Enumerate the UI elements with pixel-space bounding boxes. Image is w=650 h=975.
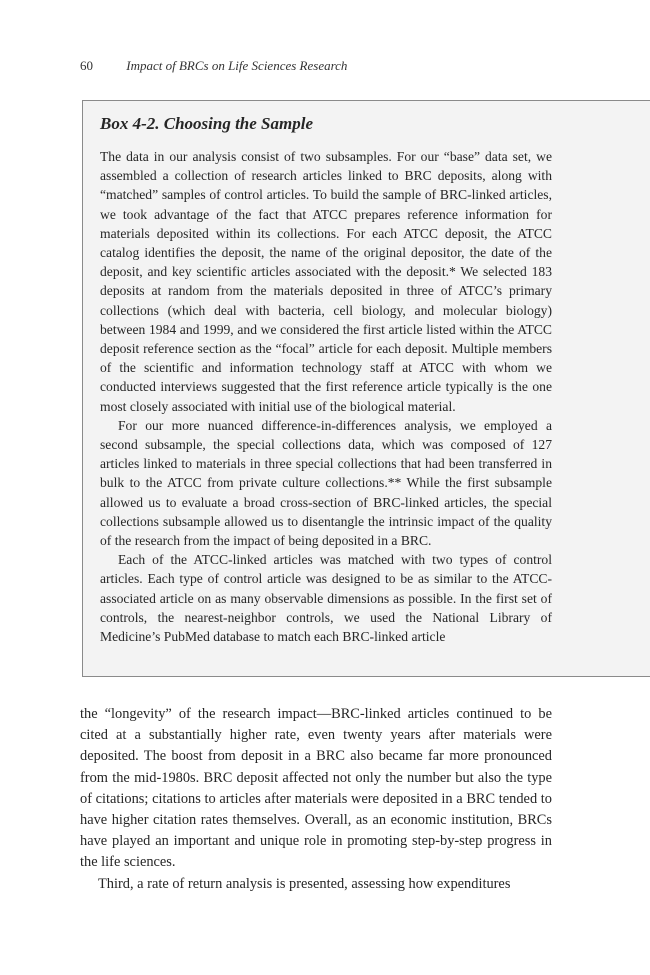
running-head [80,58,347,74]
box-title: Box 4-2. Choosing the Sample [100,114,314,133]
body-text [80,704,552,892]
body-paragraph: Third, a rate of return analysis is presented, assessing how expenditures [98,875,511,892]
box-paragraph: The data in our analysis consist of two subsamples. For our “base” data set, we assembled a collection of research articles linked to BRC deposits, along with “matched” samples of control articles. To build the sample of BRC-linked articles, we took advantage of the fact that ATCC prepares reference information for materials deposited within its collections. For each ATCC deposit, the ATCC catalog identifies the deposit, the name of the original depositor, the date of the deposit, and key scientific articles associated with the deposit.* We selected 183 deposits at random from the materials deposited in three of ATCC’s primary collections (which deal with bacteria, cell biology, and molecular biology) between 1984 and 1999, and we considered the first article listed within the ATCC deposit reference section as the “focal” article for each deposit. Multiple members of the scientific and information technology staff at ATCC with whom we conducted interviews suggested that the first reference article typically is the one most closely associated with initial use of the biological material. [100,149,552,414]
box-text [100,147,552,646]
box-paragraph: Each of the ATCC-linked articles was matched with two types of control articles. Each type of control article was designed to be as similar to the ATCC-associated article on as many observable dimensions as possible. In the first set of controls, the nearest-neighbor controls, we used the National Library of Medicine’s PubMed database to match each BRC-linked article [100,552,552,645]
box-paragraph: For our more nuanced difference-in-differences analysis, we employed a second subsample, the special collections data, which was composed of 127 articles linked to materials in three special collections that had been transferred in bulk to the ATCC from private culture collections.** While the first subsample allowed us to evaluate a broad cross-section of BRC-linked articles, the special collections subsample allowed us to disentangle the intrinsic impact of the quality of the research from the impact of being deposited in a BRC. [100,417,552,549]
running-title: Impact of BRCs on Life Sciences Research [126,58,348,73]
page-number: 60 [80,58,93,73]
body-paragraph: the “longevity” of the research impact—BRC-linked articles continued to be cited at a substantially higher rate, even twenty years after materials were deposited. The boost from deposit in a BRC also became far more pronounced from the mid-1980s. BRC deposit affected not only the number but also the type of citations; citations to articles after materials were deposited in a BRC tended to have higher citation rates themselves. Overall, as an economic institution, BRCs have played an important and unique role in promoting step-by-step progress in the life sciences. [80,706,552,871]
